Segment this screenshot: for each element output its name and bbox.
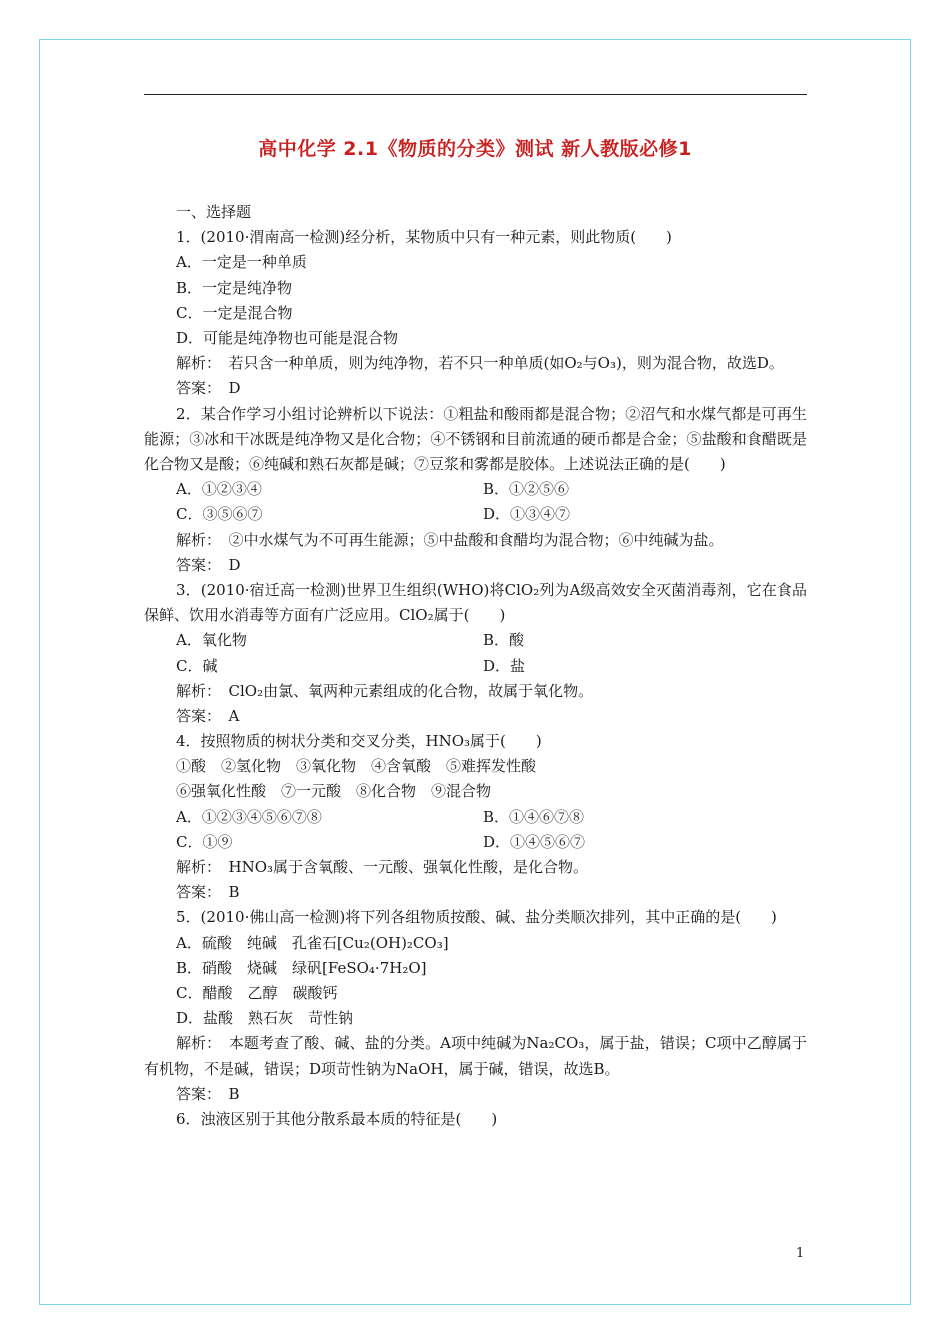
header-rule [144, 94, 807, 95]
document-body [144, 200, 807, 1132]
question-2-option-c: C．③⑤⑥⑦ [176, 505, 263, 524]
question-4-choices-1: ①酸 ②氢化物 ③氧化物 ④含氧酸 ⑤难挥发性酸 [176, 757, 537, 776]
question-3-answer: 答案： A [176, 706, 240, 725]
question-1-option-c: C．一定是混合物 [176, 303, 293, 322]
question-4-option-d: D．①④⑤⑥⑦ [483, 832, 586, 851]
question-2-answer: 答案： D [176, 555, 241, 574]
question-1-option-a: A．一定是一种单质 [176, 253, 307, 272]
question-3-option-c: C．碱 [176, 656, 218, 675]
question-4-options-row-1 [144, 805, 807, 830]
question-4-option-b: B．①④⑥⑦⑧ [483, 807, 585, 826]
question-4-option-c: C．①⑨ [176, 832, 233, 851]
page-number: 1 [796, 1246, 805, 1261]
question-2-options-row-2 [144, 502, 807, 527]
question-3-analysis: 解析： ClO₂由氯、氧两种元素组成的化合物，故属于氧化物。 [176, 681, 594, 700]
question-4-choices-2: ⑥强氧化性酸 ⑦一元酸 ⑧化合物 ⑨混合物 [176, 782, 492, 801]
question-2-stem: 2．某合作学习小组讨论辨析以下说法：①粗盐和酸雨都是混合物；②沼气和水煤气都是可再生能源；③冰和干冰既是纯净物又是化合物；④不锈钢和目前流通的硬币都是合金；⑤盐酸和食醋既是化合物又是酸；⑥纯碱和熟石灰都是碱；⑦豆浆和雾都是胶体。上述说法正确的是( ) [144, 404, 807, 473]
question-4-stem: 4．按照物质的树状分类和交叉分类，HNO₃属于( ) [176, 732, 542, 751]
question-4-analysis: 解析： HNO₃属于含氧酸、一元酸、强氧化性酸，是化合物。 [176, 858, 589, 877]
question-6-stem: 6．浊液区别于其他分散系最本质的特征是( ) [176, 1109, 498, 1128]
question-5-answer: 答案： B [176, 1084, 240, 1103]
question-4-option-a: A．①②③④⑤⑥⑦⑧ [176, 807, 322, 826]
section-heading: 一、选择题 [176, 203, 252, 221]
question-5-analysis: 解析： 本题考查了酸、碱、盐的分类。A项中纯碱为Na₂CO₃，属于盐，错误；C项中乙醇属于有机物，不是碱，错误；D项苛性钠为NaOH，属于碱，错误，故选B。 [144, 1034, 807, 1078]
question-4-answer: 答案： B [176, 883, 240, 902]
question-5-option-b: B．硝酸 烧碱 绿矾[FeSO₄·7H₂O] [176, 958, 427, 977]
question-3-option-a: A．氧化物 [176, 631, 247, 650]
question-5-option-d: D．盐酸 熟石灰 苛性钠 [176, 1009, 354, 1028]
question-1-stem: 1．(2010·渭南高一检测)经分析，某物质中只有一种元素，则此物质( ) [176, 228, 672, 247]
question-5-option-a: A．硫酸 纯碱 孔雀石[Cu₂(OH)₂CO₃] [176, 933, 449, 952]
question-3-options-row-2 [144, 654, 807, 679]
question-4-options-row-2 [144, 830, 807, 855]
question-2-option-a: A．①②③④ [176, 480, 262, 499]
question-3-option-b: B．酸 [483, 631, 525, 650]
document-title: 高中化学 2.1《物质的分类》测试 新人教版必修1 [258, 138, 692, 160]
question-1-answer: 答案： D [176, 379, 241, 398]
question-1-analysis: 解析： 若只含一种单质，则为纯净物，若不只一种单质(如O₂与O₃)，则为混合物，故选D。 [176, 354, 784, 373]
question-3-option-d: D．盐 [483, 656, 526, 675]
question-1-option-d: D．可能是纯净物也可能是混合物 [176, 328, 399, 347]
question-5-stem: 5．(2010·佛山高一检测)将下列各组物质按酸、碱、盐分类顺次排列，其中正确的是( ) [176, 908, 777, 927]
question-2-option-d: D．①③④⑦ [483, 505, 571, 524]
question-2-options-row-1 [144, 477, 807, 502]
question-2-analysis: 解析： ②中水煤气为不可再生能源；⑤中盐酸和食醋均为混合物；⑥中纯碱为盐。 [176, 530, 724, 549]
question-3-options-row-1 [144, 628, 807, 653]
question-5-option-c: C．醋酸 乙醇 碳酸钙 [176, 984, 338, 1003]
question-1-option-b: B．一定是纯净物 [176, 278, 293, 297]
question-3-stem: 3．(2010·宿迁高一检测)世界卫生组织(WHO)将ClO₂列为A级高效安全灭菌消毒剂，它在食品保鲜、饮用水消毒等方面有广泛应用。ClO₂属于( ) [144, 580, 807, 625]
question-2-option-b: B．①②⑤⑥ [483, 480, 570, 499]
